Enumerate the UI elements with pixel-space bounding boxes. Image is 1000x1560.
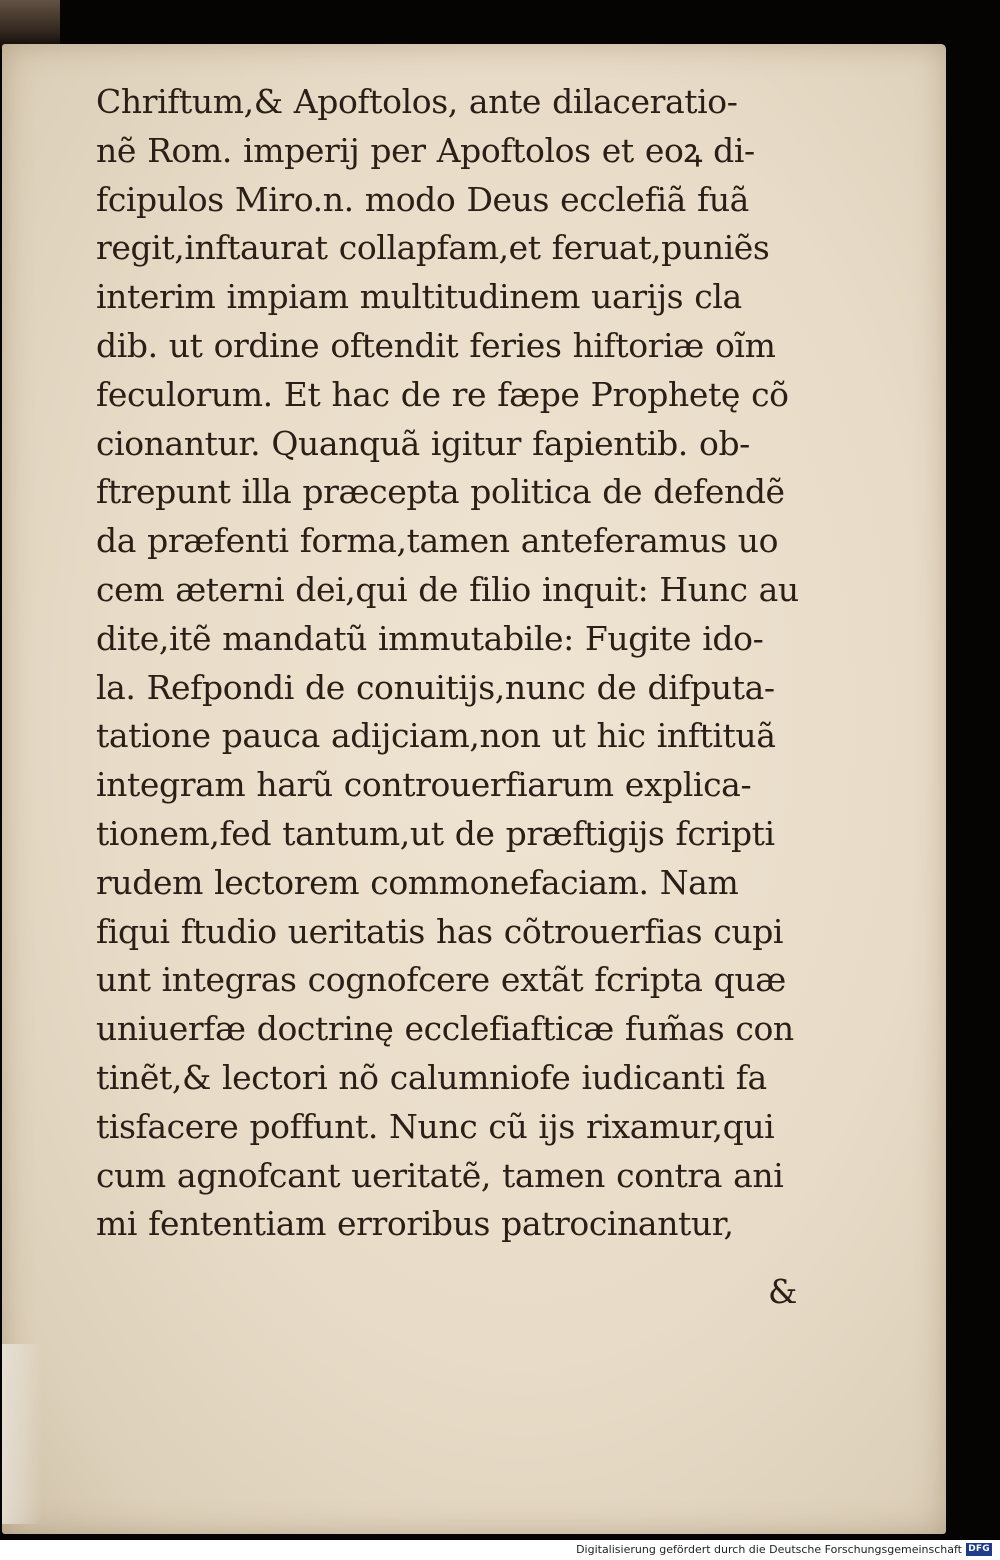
text-line: dite,itẽ mandatũ immutabile: Fugite ido- <box>96 618 764 658</box>
text-line: tionem,fed tantum,ut de præftigijs fcripti <box>96 813 775 853</box>
text-line: dib. ut ordine oftendit feries hiftoriæ oĩm <box>96 325 776 365</box>
text-line: fcipulos Miro.n. modo Deus ecclefiã fuã <box>96 179 749 219</box>
page-wear-mark <box>2 1344 42 1524</box>
attribution-footer <box>0 1540 1000 1560</box>
text-line: ftrepunt illa præcepta politica de defendẽ <box>96 472 785 512</box>
text-line: cionantur. Quanquã igitur fapientib. ob- <box>96 423 750 463</box>
text-line: rudem lectorem commonefaciam. Nam <box>96 862 739 902</box>
dfg-logo-icon: DFG <box>966 1543 992 1556</box>
text-line: unt integras cognofcere extãt fcripta quæ <box>96 960 786 1000</box>
funding-credit: Digitalisierung gefördert durch die Deutsche Forschungsgemeinschaft <box>576 1543 962 1556</box>
book-spine-edge <box>0 0 60 50</box>
text-line: regit,inftaurat collapfam,et feruat,puniẽs <box>96 228 770 268</box>
text-line: mi fententiam erroribus patrocinantur, <box>96 1204 734 1244</box>
text-line: tisfacere poffunt. Nunc cũ ijs rixamur,qui <box>96 1106 775 1146</box>
text-line: tatione pauca adijciam,non ut hic inftituã <box>96 716 776 756</box>
text-line: fiqui ftudio ueritatis has cõtrouerfias cupi <box>96 911 784 951</box>
text-line: la. Refpondi de conuitijs,nunc de difputa- <box>96 667 775 707</box>
text-line: uniuerfæ doctrinę ecclefiafticæ fum̃as con <box>96 1009 794 1049</box>
text-line: cum agnofcant ueritatẽ, tamen contra ani <box>96 1155 784 1195</box>
text-line: cem æterni dei,qui de filio inquit: Hunc au <box>96 569 799 609</box>
text-line: da præfenti forma,tamen anteferamus uo <box>96 521 779 561</box>
text-line: Chriftum,& Apoftolos, ante dilaceratio- <box>96 82 738 121</box>
text-line: nẽ Rom. imperij per Apoftolos et eoꝝ di- <box>96 130 755 170</box>
catchword: & <box>768 1272 798 1311</box>
text-line: feculorum. Et hac de re fæpe Prophetę cõ <box>96 374 789 414</box>
text-line: interim impiam multitudinem uarijs cla <box>96 277 742 317</box>
page-text-block <box>96 78 826 1249</box>
text-line: tinẽt,& lectori nõ calumniofe iudicanti fa <box>96 1057 767 1097</box>
text-line: integram harũ controuerfiarum explica- <box>96 765 752 805</box>
